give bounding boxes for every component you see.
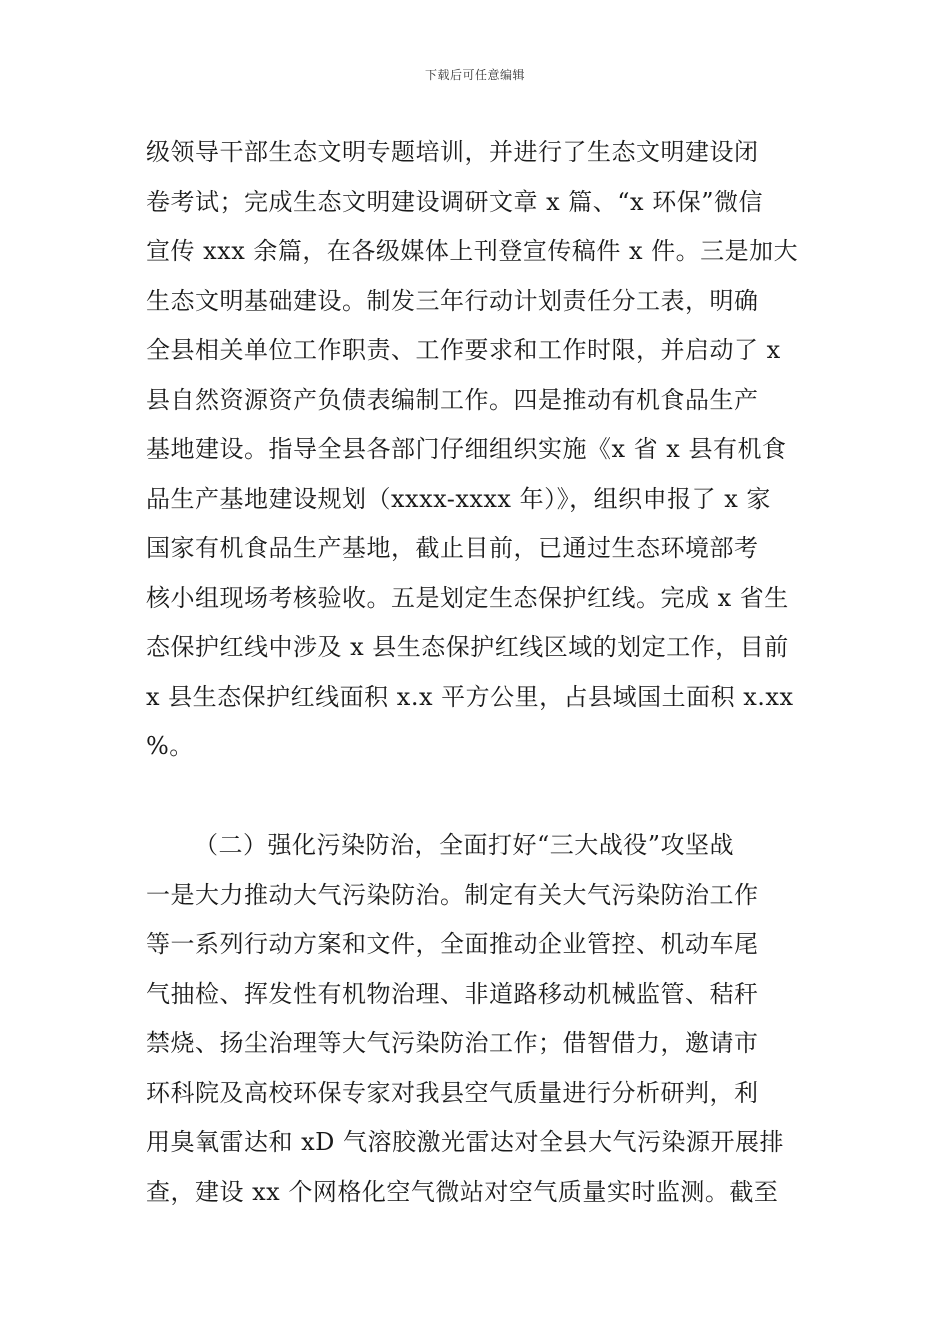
section-pollution-control: [146, 821, 816, 1217]
text-line: 品生产基地建设规划（xxxx-xxxx 年）》，组织申报了 x 家: [146, 484, 771, 513]
text-line: 态保护红线中涉及 x 县生态保护红线区域的划定工作，目前: [146, 633, 789, 661]
paragraph-spacer: [146, 772, 816, 822]
text-line: 查，建设 xx 个网格化空气微站对空气质量实时监测。截至: [146, 1177, 779, 1206]
text-line: 宣传 xxx 余篇，在各级媒体上刊登宣传稿件 x 件。三是加大: [146, 237, 799, 265]
text-line: 全县相关单位工作职责、工作要求和工作时限，并启动了 x: [146, 336, 781, 364]
text-line: x 县生态保护红线面积 x.x 平方公里，占县域国土面积 x.xx: [146, 682, 794, 711]
text-line: 基地建设。指导全县各部门仔细组织实施《x 省 x 县有机食: [146, 435, 787, 463]
text-line: 一是大力推动大气污染防治。制定有关大气污染防治工作: [146, 880, 759, 909]
text-line: 级领导干部生态文明专题培训，并进行了生态文明建设闭: [146, 138, 759, 166]
text-line: 等一系列行动方案和文件，全面推动企业管控、机动车尾: [146, 930, 759, 958]
paragraph-ecological-civilization: [146, 128, 816, 772]
text-line: 国家有机食品生产基地，截止目前，已通过生态环境部考: [146, 534, 759, 562]
text-line: 禁烧、扬尘治理等大气污染防治工作；借智借力，邀请市: [146, 1029, 759, 1057]
text-line: 气抽检、挥发性有机物治理、非道路移动机械监管、秸秆: [146, 979, 759, 1008]
text-line: 环科院及高校环保专家对我县空气质量进行分析研判，利: [146, 1078, 759, 1107]
text-line: 用臭氧雷达和 xD 气溶胶激光雷达对全县大气污染源开展排: [146, 1128, 785, 1156]
text-line: 核小组现场考核验收。五是划定生态保护红线。完成 x 省生: [146, 583, 789, 612]
section-heading: （二）强化污染防治，全面打好“三大战役”攻坚战: [194, 831, 735, 859]
text-line: 县自然资源资产负债表编制工作。四是推动有机食品生产: [146, 385, 759, 414]
text-line: %。: [146, 732, 194, 760]
document-body: [146, 128, 816, 1217]
text-line: 卷考试；完成生态文明建设调研文章 x 篇、“x 环保”微信: [146, 187, 763, 216]
text-line: 生态文明基础建设。制发三年行动计划责任分工表，明确: [146, 286, 759, 315]
page-header: 下载后可任意编辑: [424, 68, 525, 82]
